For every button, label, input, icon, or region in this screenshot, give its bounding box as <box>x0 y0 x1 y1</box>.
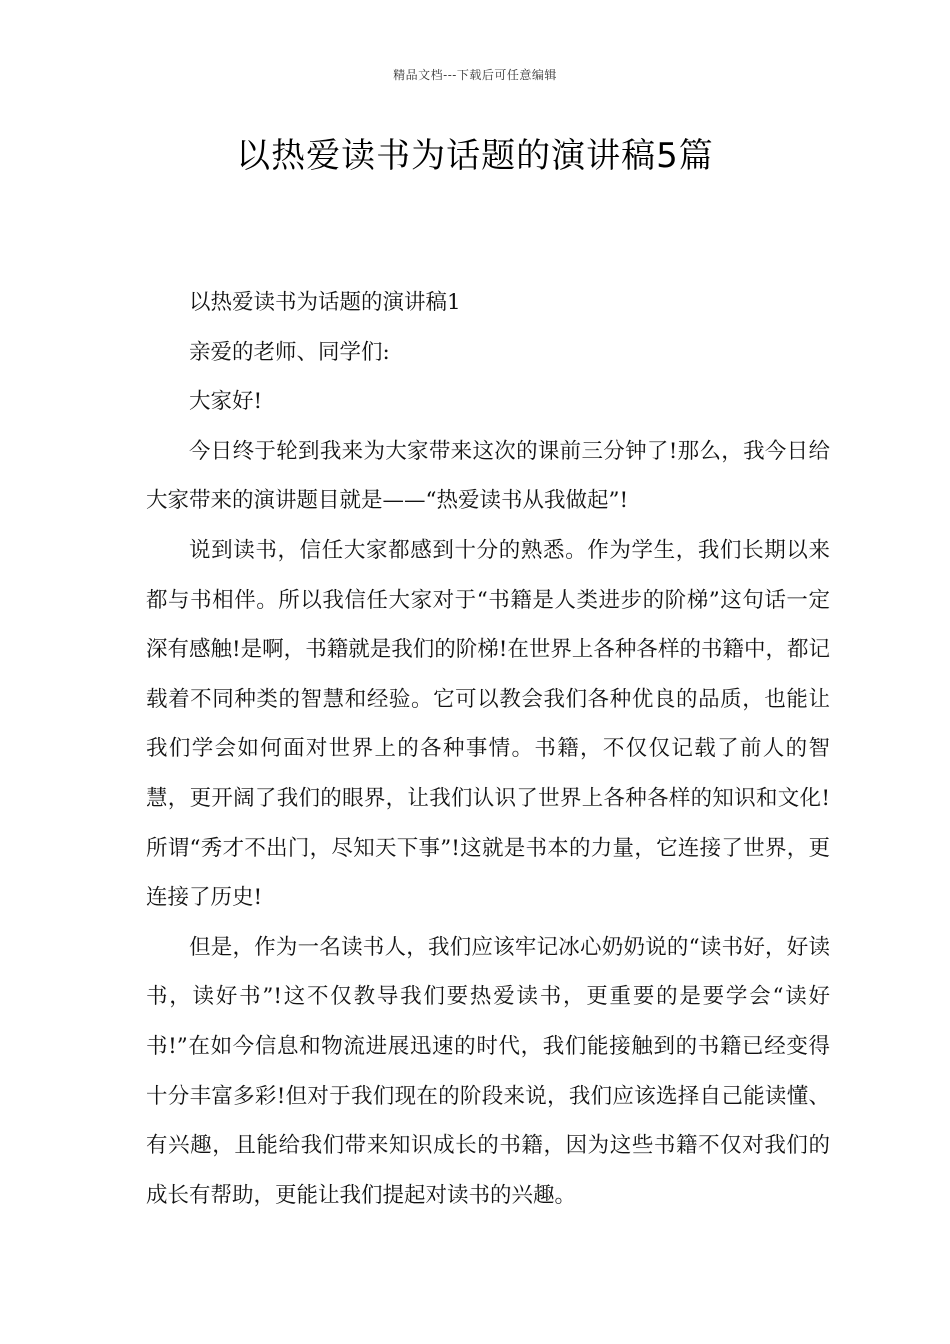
document-title: 以热爱读书为话题的演讲稿5篇 <box>236 136 714 176</box>
document-body <box>146 278 830 1220</box>
salutation: 亲爱的老师、同学们: <box>189 339 390 365</box>
section-heading: 以热爱读书为话题的演讲稿1 <box>189 290 461 315</box>
body-paragraph: 今日终于轮到我来为大家带来这次的课前三分钟了!那么，我今日给大家带来的演讲题目就是——“热爱读书从我做起”! <box>146 438 830 514</box>
header-note: 精品文档---下载后可任意编辑 <box>393 68 557 82</box>
body-paragraph: 但是，作为一名读书人，我们应该牢记冰心奶奶说的“读书好，好读书，读好书”!这不仅教导我们要热爱读书，更重要的是要学会“读好书!”在如今信息和物流进展迅速的时代，我们能接触到的书籍已经变得十分丰富多彩!但对于我们现在的阶段来说，我们应该选择自己能读懂、有兴趣，且能给我们带来知识成长的书籍，因为这些书籍不仅对我们的成长有帮助，更能让我们提起对读书的兴趣。 <box>146 934 830 1208</box>
greeting: 大家好! <box>189 389 263 415</box>
body-paragraph: 说到读书，信任大家都感到十分的熟悉。作为学生，我们长期以来都与书相伴。所以我信任大家对于“书籍是人类进步的阶梯”这句话一定深有感触!是啊，书籍就是我们的阶梯!在世界上各种各样的书籍中，都记载着不同种类的智慧和经验。它可以教会我们各种优良的品质，也能让我们学会如何面对世界上的各种事情。书籍，不仅仅记载了前人的智慧，更开阔了我们的眼界，让我们认识了世界上各种各样的知识和文化!所谓“秀才不出门，尽知天下事”!这就是书本的力量，它连接了世界，更连接了历史! <box>146 537 830 911</box>
